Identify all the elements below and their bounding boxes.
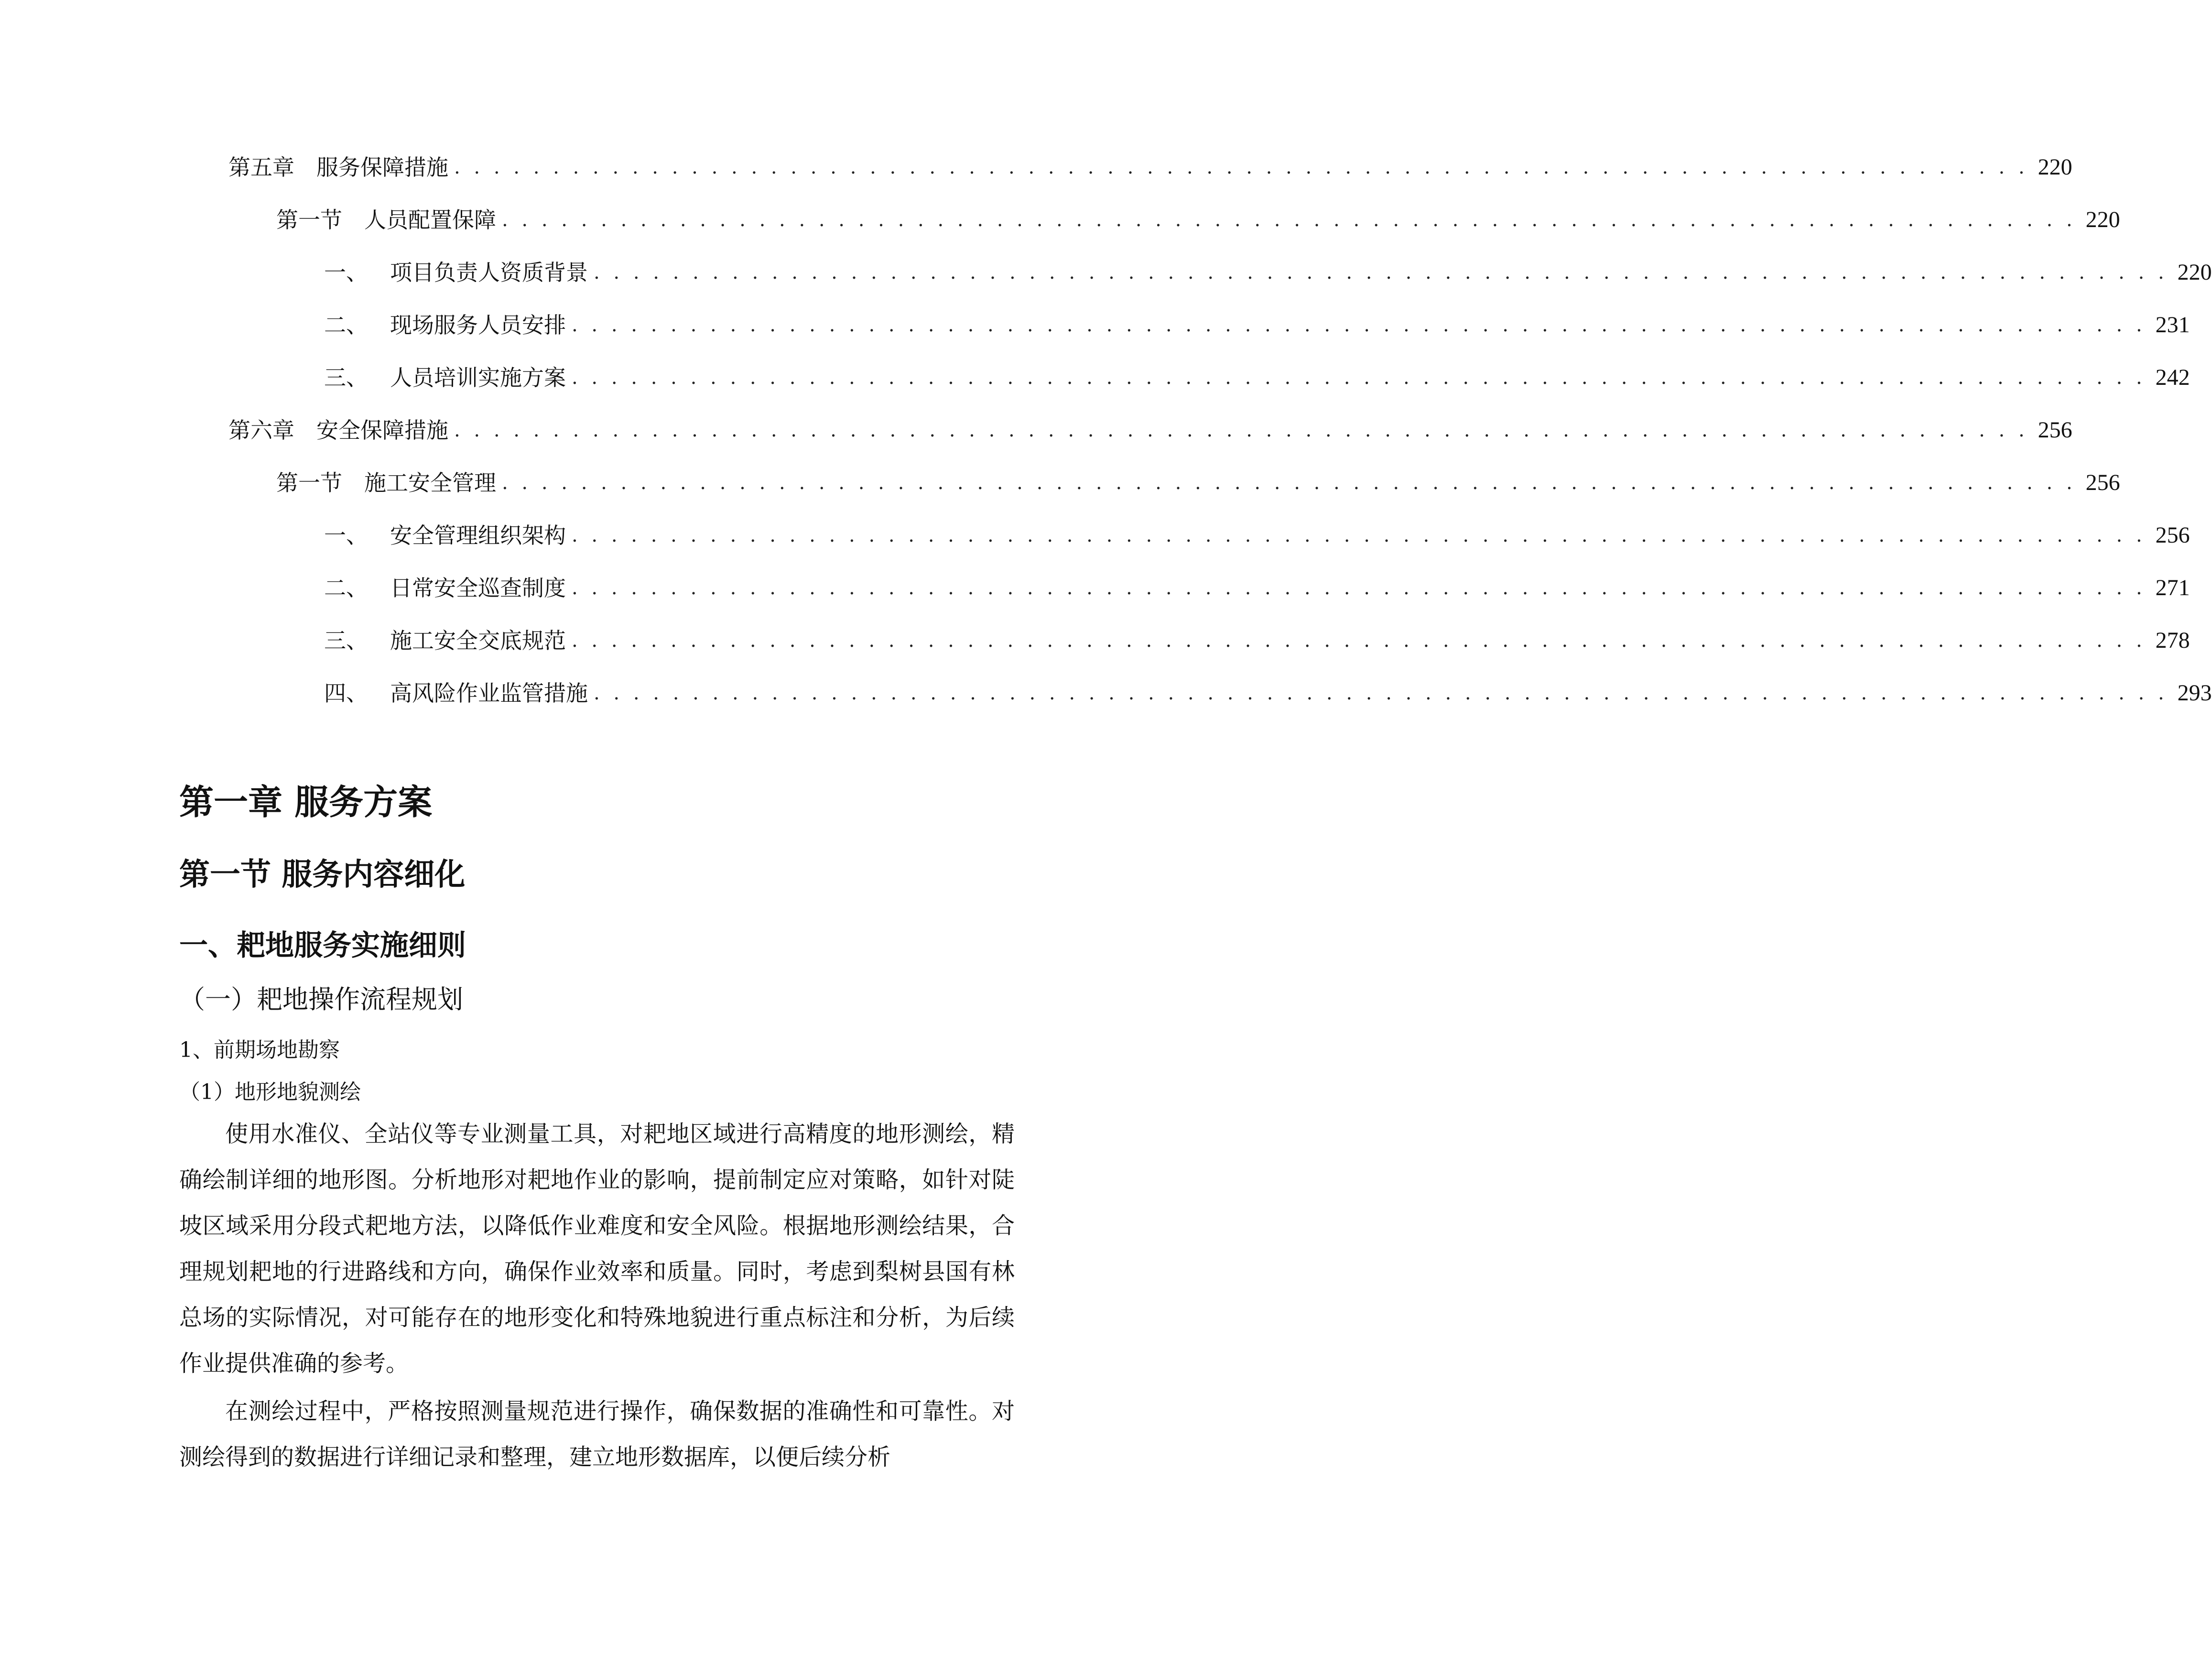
- toc-entry[interactable]: [228, 194, 2120, 246]
- toc-entry[interactable]: [228, 562, 2190, 614]
- body-paragraph: 在测绘过程中，严格按照测量规范进行操作，确保数据的准确性和可靠性。对测绘得到的数据进行详细记录和整理，建立地形数据库，以便后续分析: [179, 1398, 1015, 1470]
- toc-page-number: 220: [2038, 154, 2072, 180]
- toc-entry[interactable]: [228, 667, 2212, 719]
- section-title: 第一节 服务内容细化: [179, 857, 466, 893]
- item-title: 1、前期场地勘察: [179, 1038, 340, 1062]
- toc-leader-dots: . . . . . . . . . . . . . . . . . . . . . . . . . . . . . . . . . . . . . . . . . . . . . . . . . . . . . . . . . . . . . . . . . . . . . . . . . . . . . . . .: [502, 209, 2076, 231]
- toc-entry-label: 一、 安全管理组织架构: [324, 523, 566, 548]
- toc-entry[interactable]: [228, 299, 2190, 351]
- toc-page-number: 242: [2155, 365, 2190, 390]
- toc-entry[interactable]: [228, 141, 2072, 194]
- toc-entry-label: 二、 日常安全巡查制度: [324, 575, 566, 601]
- table-of-contents: [228, 141, 2212, 719]
- toc-leader-dots: . . . . . . . . . . . . . . . . . . . . . . . . . . . . . . . . . . . . . . . . . . . . . . . . . . . . . . . . . . . . . . . . . . . . . . . . . . . . . . . .: [572, 314, 2146, 336]
- toc-page-number: 278: [2155, 628, 2190, 653]
- toc-leader-dots: . . . . . . . . . . . . . . . . . . . . . . . . . . . . . . . . . . . . . . . . . . . . . . . . . . . . . . . . . . . . . . . . . . . . . . . . . . . . . . . .: [594, 682, 2168, 704]
- toc-leader-dots: . . . . . . . . . . . . . . . . . . . . . . . . . . . . . . . . . . . . . . . . . . . . . . . . . . . . . . . . . . . . . . . . . . . . . . . . . . . . . . . .: [502, 472, 2076, 494]
- toc-entry-label: 一、 项目负责人资质背景: [324, 260, 588, 285]
- toc-leader-dots: . . . . . . . . . . . . . . . . . . . . . . . . . . . . . . . . . . . . . . . . . . . . . . . . . . . . . . . . . . . . . . . . . . . . . . . . . . . . . . . .: [454, 419, 2028, 441]
- sub-subsection-title: （一）耙地操作流程规划: [179, 984, 463, 1014]
- toc-entry-label: 四、 高风险作业监管措施: [324, 680, 588, 706]
- toc-entry[interactable]: [228, 246, 2212, 299]
- toc-page-number: 231: [2155, 312, 2190, 338]
- subitem-title: （1）地形地貌测绘: [179, 1080, 361, 1104]
- toc-page-number: 256: [2155, 523, 2190, 548]
- toc-entry[interactable]: [228, 457, 2120, 509]
- toc-leader-dots: . . . . . . . . . . . . . . . . . . . . . . . . . . . . . . . . . . . . . . . . . . . . . . . . . . . . . . . . . . . . . . . . . . . . . . . . . . . . . . . .: [572, 367, 2146, 389]
- toc-leader-dots: . . . . . . . . . . . . . . . . . . . . . . . . . . . . . . . . . . . . . . . . . . . . . . . . . . . . . . . . . . . . . . . . . . . . . . . . . . . . . . . .: [572, 577, 2146, 599]
- toc-page-number: 220: [2177, 260, 2212, 285]
- toc-page-number: 220: [2085, 207, 2120, 232]
- toc-page-number: 271: [2155, 575, 2190, 600]
- toc-entry[interactable]: [228, 614, 2190, 667]
- toc-entry-label: 三、 人员培训实施方案: [324, 365, 566, 391]
- chapter-title: 第一章 服务方案: [179, 782, 433, 822]
- toc-leader-dots: . . . . . . . . . . . . . . . . . . . . . . . . . . . . . . . . . . . . . . . . . . . . . . . . . . . . . . . . . . . . . . . . . . . . . . . . . . . . . . . .: [454, 156, 2028, 178]
- toc-entry-label: 第一节 人员配置保障: [276, 207, 496, 233]
- toc-entry[interactable]: [228, 404, 2072, 457]
- subsection-title: 一、耙地服务实施细则: [179, 929, 466, 962]
- toc-page-number: 293: [2177, 680, 2212, 706]
- toc-leader-dots: . . . . . . . . . . . . . . . . . . . . . . . . . . . . . . . . . . . . . . . . . . . . . . . . . . . . . . . . . . . . . . . . . . . . . . . . . . . . . . . .: [572, 630, 2146, 652]
- toc-entry-label: 第六章 安全保障措施: [228, 417, 448, 443]
- toc-page-number: 256: [2085, 470, 2120, 495]
- toc-entry-label: 二、 现场服务人员安排: [324, 312, 566, 338]
- toc-entry[interactable]: [228, 509, 2190, 562]
- toc-leader-dots: . . . . . . . . . . . . . . . . . . . . . . . . . . . . . . . . . . . . . . . . . . . . . . . . . . . . . . . . . . . . . . . . . . . . . . . . . . . . . . . .: [572, 524, 2146, 546]
- toc-page-number: 256: [2038, 417, 2072, 443]
- toc-entry-label: 三、 施工安全交底规范: [324, 628, 566, 653]
- toc-leader-dots: . . . . . . . . . . . . . . . . . . . . . . . . . . . . . . . . . . . . . . . . . . . . . . . . . . . . . . . . . . . . . . . . . . . . . . . . . . . . . . . .: [594, 261, 2168, 283]
- toc-entry-label: 第一节 施工安全管理: [276, 470, 496, 496]
- toc-entry-label: 第五章 服务保障措施: [228, 154, 448, 180]
- body-paragraph: 使用水准仪、全站仪等专业测量工具，对耙地区域进行高精度的地形测绘，精确绘制详细的地形图。分析地形对耙地作业的影响，提前制定应对策略，如针对陡坡区域采用分段式耙地方法，以降低作业难度和安全风险。根据地形测绘结果，合理规划耙地的行进路线和方向，确保作业效率和质量。同时，考虑到梨树县国有林总场的实际情况，对可能存在的地形变化和特殊地貌进行重点标注和分析，为后续作业提供准确的参考。: [179, 1121, 1015, 1377]
- toc-entry[interactable]: [228, 351, 2190, 404]
